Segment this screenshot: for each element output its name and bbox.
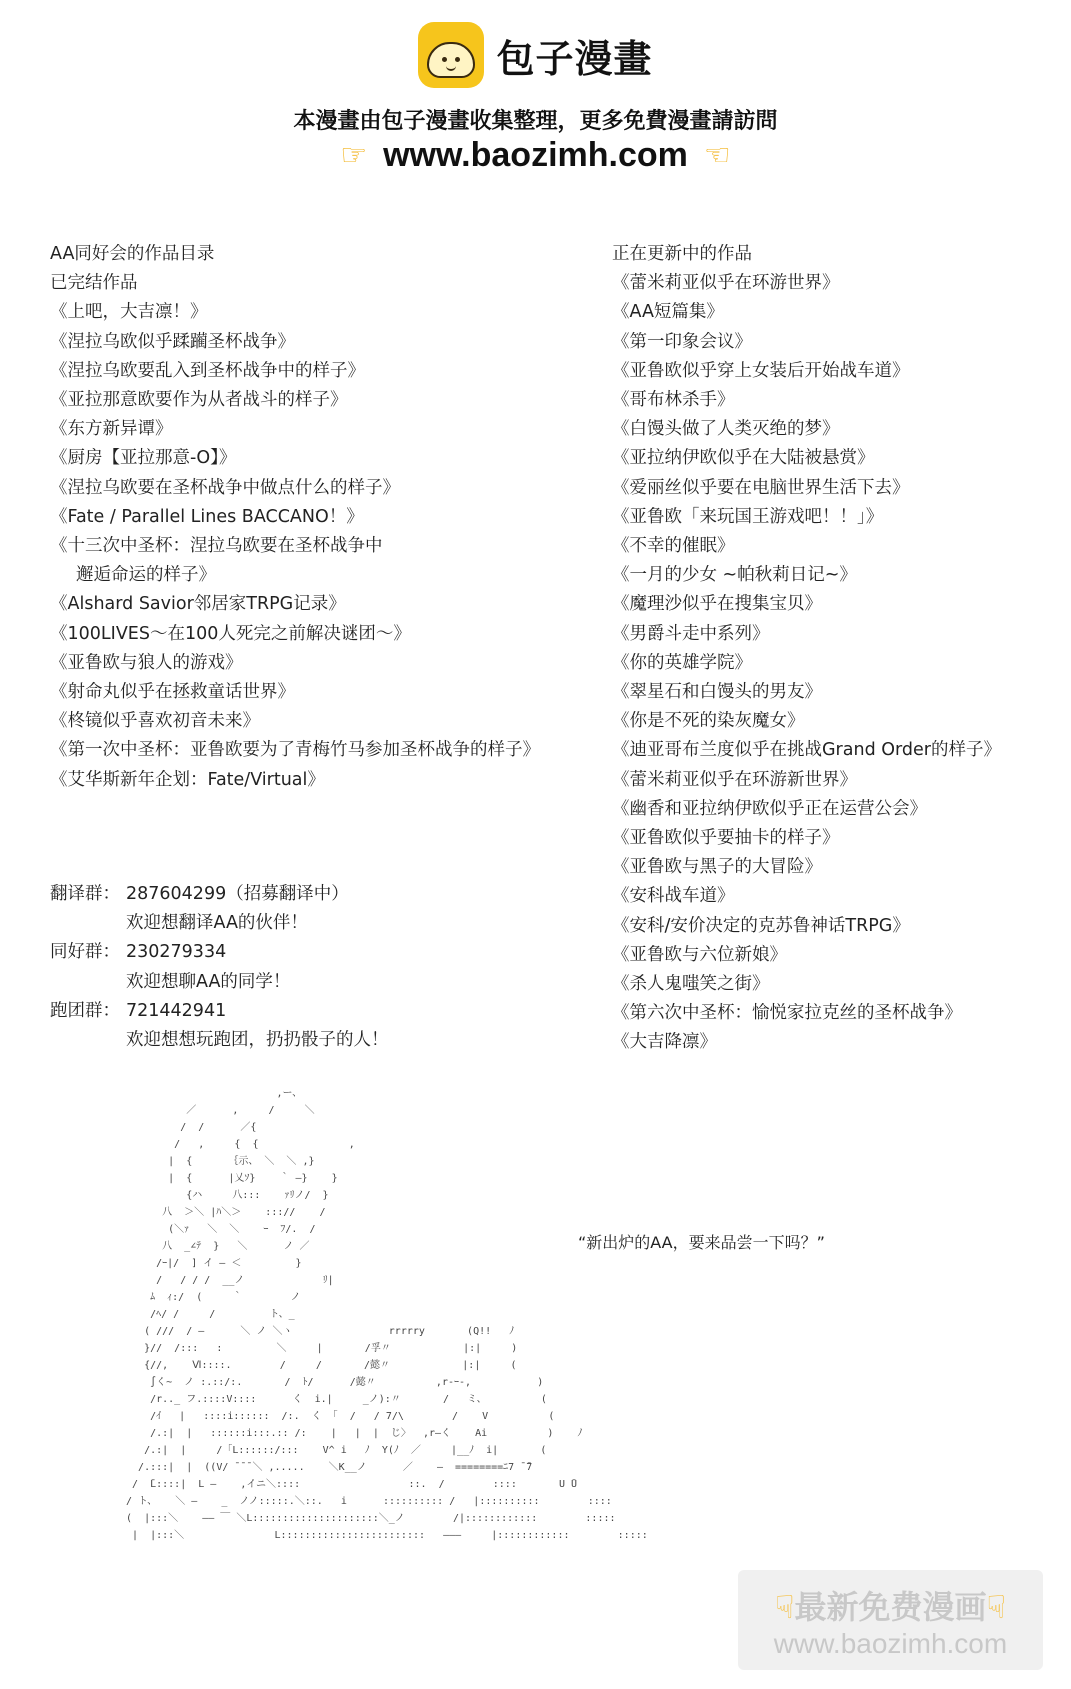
logo-text: 包子漫畫 [496, 36, 653, 81]
group-message: 欢迎想想玩跑团，扔扔骰子的人！ [126, 1030, 389, 1051]
url-row [0, 136, 1071, 175]
watermark-line [738, 1582, 1043, 1628]
list-item: 《东方新异谭》 [50, 419, 173, 440]
list-item: 《大吉降凛》 [612, 1032, 717, 1053]
list-item: 《第一印象会议》 [612, 331, 752, 352]
list-item: 《一月的少女 ~帕秋莉日记~》 [612, 565, 857, 586]
list-item: 《射命丸似乎在拯救童话世界》 [50, 682, 295, 703]
group-contacts [50, 880, 389, 1055]
list-item: 《迪亚哥布兰度似乎在挑战Grand Order的样子》 [612, 740, 1001, 761]
list-item: 《蕾米莉亚似乎在环游世界》 [612, 273, 840, 294]
group-number: 721442941 [126, 1000, 227, 1021]
list-item: 《安科/安价决定的克苏鲁神话TRPG》 [612, 915, 910, 936]
list-item: 《魔理沙似乎在搜集宝贝》 [612, 594, 822, 615]
group-label: 翻译群： [50, 884, 120, 904]
list-item: 《涅拉乌欧要在圣杯战争中做点什么的样子》 [50, 477, 400, 498]
list-item: 《白馒头做了人类灭绝的梦》 [612, 419, 840, 440]
list-item: 《亚鲁欧与六位新娘》 [612, 944, 787, 965]
list-item: 《幽香和亚拉纳伊欧似乎正在运营公会》 [612, 798, 927, 819]
ongoing-works-column [612, 240, 1001, 1058]
group-message: 欢迎想翻译AA的伙伴！ [126, 913, 308, 934]
list-item: 《亚拉那意欧要作为从者战斗的样子》 [50, 390, 348, 411]
translation-group [50, 880, 389, 909]
group-label: 同好群： [50, 942, 120, 963]
list-item: 《亚鲁欧「来玩国王游戏吧！！」》 [612, 506, 884, 527]
catalog-title: AA同好会的作品目录 [50, 244, 215, 264]
watermark-text: 最新免费漫画 [794, 1588, 987, 1626]
list-item: 《厨房【亚拉那意-O】》 [50, 448, 237, 469]
fan-group [50, 938, 389, 967]
list-item: 《杀人鬼嗤笑之街》 [612, 974, 770, 995]
pointing-hand-icon: ☜ [703, 137, 731, 173]
list-item: 《涅拉乌欧似乎蹂躏圣杯战争》 [50, 331, 295, 352]
list-item: 《亚鲁欧似乎穿上女装后开始战车道》 [612, 360, 910, 381]
list-item: 《男爵斗走中系列》 [612, 623, 770, 644]
completed-works-column [50, 240, 540, 795]
group-label: 跑团群： [50, 1000, 120, 1021]
list-item: 《亚鲁欧似乎要抽卡的样子》 [612, 828, 840, 849]
list-item: 《第一次中圣杯：亚鲁欧要为了青梅竹马参加圣杯战争的样子》 [50, 740, 540, 761]
ascii-art-character-illustration: ,ー、 ／ , / ＼ / / ／{ / , { { , | { ｛示、 ＼ ＼ ,} | { |乂ｿ} ｀ ―} } {ハ 八::: ｧﾘノ/ } 八 ＞＼ |ﾊ＼＞ :::// / (＼ｧ ＼ ＼ ｰ ﾌ/. / 八 _∠ﾃ } ＼ ノ ／ /ｰ|/ ] イ ― ＜ } / / / / __ノ ﾘ| ﾑ ｨ:/ ( ｀ ノ /ﾍ/ / / ト、_ ( /// / ― ＼ ノ ＼ヽ rrrrry (Q!! ﾉ }// /::: : ＼ | /孚〃 |:| ) {//, Ⅵ::::. / / /懿〃 |:| ( ∫く~ ノ :.::/:. / ﾄ/ /懿〃 ,r-ｰ-, ) /r.._ フ.::::V:::: く i.| _ノ):〃 / ミ、 ( /ｲ | ::::i:::::: /:. く 「 / / 7/\ / V ( /.:| | ::::::i:::.:: /: | | | じ〉 ,r―く Ai ) ﾉ /.:| | /「L::::::/::: V^ i ﾉ Y(ﾉ ／ |__ﾉ i| ( /.:::| | ((V/ ̄ ̄ ̄ ＼ ,..... ＼K__ノ ／ ― ========ﾆ7 ̄ ̄7 / ̄L::::| L ― ,イニ＼:::: ::. / :::: U ̄U / ト、 ＼ ― _ ノノ:::::.＼::. i :::::::::: / |:::::::::: :::: ( |:::＼ ―― ￣ ＼L:::::::::::::::::::::＼_ノ /|:::::::::::: ::::: | |:::＼ L:::::::::::::::::::::::: ――― |:::::::::::: ::::: [126, 1088, 648, 1541]
group-number: 230279334 [126, 942, 227, 963]
watermark-url: www.baozimh.com [773, 1628, 1008, 1659]
speech-caption: “新出炉的AA，要来品尝一下吗？” [578, 1233, 825, 1252]
list-item: 《哥布林杀手》 [612, 390, 735, 411]
site-url-link[interactable]: www.baozimh.com [383, 136, 688, 174]
group-number: 287604299（招募翻译中） [126, 884, 349, 904]
baozi-logo-icon [418, 22, 484, 88]
pointing-hand-icon: ☟ [986, 1588, 1006, 1626]
logo[interactable] [0, 22, 1071, 88]
list-item: 《爱丽丝似乎要在电脑世界生活下去》 [612, 477, 910, 498]
list-item: 《AA短篇集》 [612, 302, 724, 323]
list-item: 《安科战车道》 [612, 886, 735, 907]
trpg-group [50, 997, 389, 1026]
list-item: 邂逅命运的样子》 [76, 565, 216, 586]
list-item: 《涅拉乌欧要乱入到圣杯战争中的样子》 [50, 360, 365, 381]
ongoing-section-heading: 正在更新中的作品 [612, 244, 752, 264]
list-item: 《亚拉纳伊欧似乎在大陆被悬赏》 [612, 448, 875, 469]
list-item: 《亚鲁欧与黑子的大冒险》 [612, 857, 822, 878]
list-item: 《蕾米莉亚似乎在环游新世界》 [612, 769, 857, 790]
list-item: 《Fate / Parallel Lines BACCANO！》 [50, 506, 364, 527]
list-item: 《你的英雄学院》 [612, 652, 752, 673]
pointing-hand-icon: ☞ [340, 137, 368, 173]
list-item: 《柊镜似乎喜欢初音未来》 [50, 711, 260, 732]
list-item: 《第六次中圣杯：愉悦家拉克丝的圣杯战争》 [612, 1003, 962, 1024]
list-item: 《翠星石和白馒头的男友》 [612, 682, 822, 703]
list-item: 《你是不死的染灰魔女》 [612, 711, 805, 732]
watermark [738, 1570, 1043, 1670]
pointing-hand-icon: ☟ [775, 1588, 795, 1626]
list-item: 《上吧，大吉凛！》 [50, 302, 208, 323]
list-item: 《Alshard Savior邻居家TRPG记录》 [50, 594, 346, 615]
list-item: 《艾华斯新年企划：Fate/Virtual》 [50, 769, 325, 790]
subtitle: 本漫畫由包子漫畫收集整理，更多免費漫畫請訪問 [293, 109, 778, 134]
list-item: 《不幸的催眠》 [612, 536, 735, 557]
header-banner [0, 0, 1071, 190]
completed-section-heading: 已完结作品 [50, 273, 138, 294]
list-item: 《亚鲁欧与狼人的游戏》 [50, 652, 243, 673]
list-item: 《十三次中圣杯：涅拉乌欧要在圣杯战争中 [50, 536, 383, 557]
list-item: 《100LIVES～在100人死完之前解决谜团～》 [50, 623, 411, 644]
group-message: 欢迎想聊AA的同学！ [126, 971, 291, 992]
